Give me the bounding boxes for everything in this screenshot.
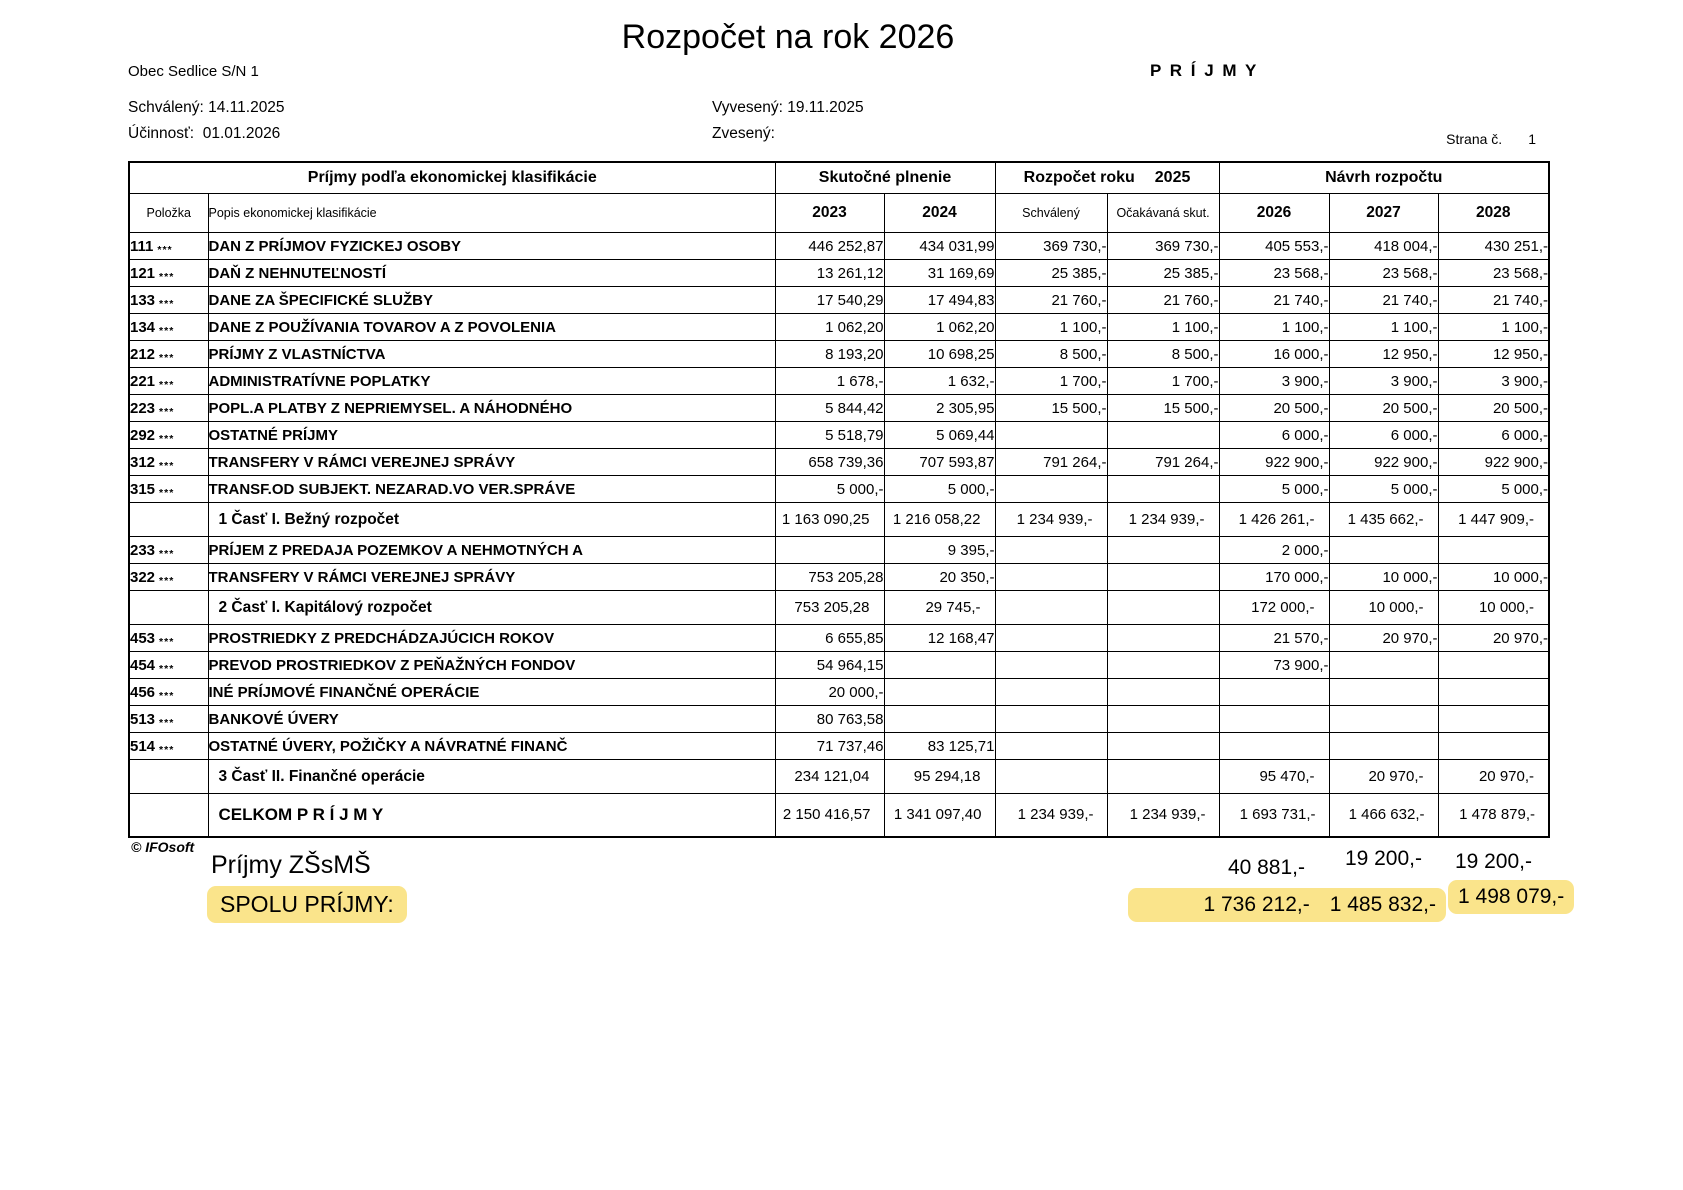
row-description: PREVOD PROSTRIEDKOV Z PEŇAŽNÝCH FONDOV [208,652,775,679]
cell-value [775,537,884,564]
cell-value: 1 693 731,- [1219,794,1329,837]
cell-value: 1 466 632,- [1329,794,1438,837]
col-header-description: Popis ekonomickej klasifikácie [208,194,775,233]
table-row [129,733,1549,760]
row-code-stars: *** [159,547,175,560]
cell-value [884,652,995,679]
row-code-number: 233 [130,541,156,559]
cell-value: 73 900,- [1219,652,1329,679]
row-code-number: 134 [130,318,156,336]
cell-value: 446 252,87 [775,233,884,260]
cell-value: 6 000,- [1329,422,1438,449]
approved-date: Schválený: 14.11.2025 [128,99,285,116]
cell-value [884,706,995,733]
cell-value: 21 760,- [1107,287,1219,314]
cell-value [995,422,1107,449]
col-header-item: Položka [129,194,208,233]
table-row [129,233,1549,260]
cell-value: 1 100,- [1107,314,1219,341]
cell-value [1107,564,1219,591]
cell-value: 6 655,85 [775,625,884,652]
cell-value: 21 570,- [1219,625,1329,652]
cell-value: 20 350,- [884,564,995,591]
cell-value: 29 745,- [884,591,995,625]
cell-value [1219,679,1329,706]
cell-value [1329,706,1438,733]
cell-value [995,537,1107,564]
cell-value [1438,652,1549,679]
cell-value [1107,760,1219,794]
row-code-stars: *** [159,270,175,283]
cell-value: 21 740,- [1219,287,1329,314]
cell-value: 31 169,69 [884,260,995,287]
row-description: 3 Časť II. Finančné operácie [208,760,775,794]
cell-value: 1 100,- [995,314,1107,341]
row-description: BANKOVÉ ÚVERY [208,706,775,733]
row-code-number: 312 [130,453,156,471]
cell-value: 10 698,25 [884,341,995,368]
row-code-stars: *** [159,743,175,756]
row-code-stars: *** [159,432,175,445]
cell-value: 20 500,- [1219,395,1329,422]
table-row [129,564,1549,591]
total-income-value-2027: 1 485 832,- [1329,893,1436,916]
cell-value: 405 553,- [1219,233,1329,260]
row-code-stars: *** [157,243,173,256]
row-code-number: 223 [130,399,156,417]
cell-value: 95 294,18 [884,760,995,794]
cell-value [995,476,1107,503]
cell-value [995,679,1107,706]
cell-value: 1 234 939,- [995,503,1107,537]
cell-value: 1 234 939,- [995,794,1107,837]
col-header-expected: Očakávaná skut. [1107,194,1219,233]
cell-value: 8 193,20 [775,341,884,368]
page-number-label: Strana č. [1446,131,1503,147]
cell-value [1107,679,1219,706]
cell-value: 1 163 090,25 [775,503,884,537]
cell-value [995,625,1107,652]
cell-value: 3 900,- [1438,368,1549,395]
row-code-number: 121 [130,264,156,282]
row-code-number: 453 [130,629,156,647]
row-code-number: 514 [130,737,156,755]
copyright-label: © IFOsoft [131,839,195,855]
row-code-number: 212 [130,345,156,363]
cell-value: 5 844,42 [775,395,884,422]
cell-value [1107,591,1219,625]
row-code-number: 456 [130,683,156,701]
row-code [129,794,208,837]
table-row [129,341,1549,368]
row-description: DAN Z PRÍJMOV FYZICKEJ OSOBY [208,233,775,260]
cell-value [1438,537,1549,564]
cell-value: 5 518,79 [775,422,884,449]
cell-value: 23 568,- [1219,260,1329,287]
col-header-2028: 2028 [1438,194,1549,233]
cell-value: 10 000,- [1438,591,1549,625]
cell-value: 15 500,- [995,395,1107,422]
cell-value: 418 004,- [1329,233,1438,260]
cell-value: 3 900,- [1329,368,1438,395]
table-row [129,652,1549,679]
row-code [129,368,208,395]
cell-value [1438,679,1549,706]
cell-value [995,733,1107,760]
row-code-stars: *** [159,574,175,587]
cell-value [995,591,1107,625]
col-header-approved: Schválený [995,194,1107,233]
cell-value: 1 100,- [1329,314,1438,341]
cell-value: 20 500,- [1329,395,1438,422]
cell-value: 83 125,71 [884,733,995,760]
cell-value: 922 900,- [1438,449,1549,476]
row-description: TRANSF.OD SUBJEKT. NEZARAD.VO VER.SPRÁVE [208,476,775,503]
table-row [129,537,1549,564]
cell-value: 6 000,- [1438,422,1549,449]
row-description: POPL.A PLATBY Z NEPRIEMYSEL. A NÁHODNÉHO [208,395,775,422]
cell-value: 1 216 058,22 [884,503,995,537]
cell-value: 1 700,- [995,368,1107,395]
row-description: TRANSFERY V RÁMCI VEREJNEJ SPRÁVY [208,564,775,591]
row-code-number: 221 [130,372,156,390]
col-header-2024: 2024 [884,194,995,233]
cell-value: 20 970,- [1329,625,1438,652]
cell-value [995,652,1107,679]
cell-value: 54 964,15 [775,652,884,679]
row-code-stars: *** [159,378,175,391]
cell-value: 791 264,- [995,449,1107,476]
cell-value: 170 000,- [1219,564,1329,591]
cell-value [1107,652,1219,679]
table-row [129,368,1549,395]
cell-value: 21 760,- [995,287,1107,314]
row-code [129,537,208,564]
organization-name: Obec Sedlice S/N 1 [128,63,259,80]
row-description: 1 Časť I. Bežný rozpočet [208,503,775,537]
cell-value: 17 494,83 [884,287,995,314]
row-description: DANE ZA ŠPECIFICKÉ SLUŽBY [208,287,775,314]
row-code-number: 111 [130,237,154,255]
row-code [129,233,208,260]
cell-value: 1 478 879,- [1438,794,1549,837]
total-income-label: SPOLU PRÍJMY: [207,886,407,923]
group-header-actual: Skutočné plnenie [775,162,995,194]
cell-value: 1 062,20 [884,314,995,341]
cell-value: 234 121,04 [775,760,884,794]
cell-value: 922 900,- [1329,449,1438,476]
cell-value: 369 730,- [995,233,1107,260]
row-code-number: 322 [130,568,156,586]
row-code-number: 315 [130,480,156,498]
cell-value [1438,706,1549,733]
cell-value: 23 568,- [1329,260,1438,287]
cell-value: 21 740,- [1438,287,1549,314]
table-row [129,503,1549,537]
effective-date: Účinnosť: 01.01.2026 [128,125,281,142]
cell-value: 2 305,95 [884,395,995,422]
cell-value: 5 000,- [1438,476,1549,503]
cell-value: 5 000,- [775,476,884,503]
cell-value: 20 000,- [775,679,884,706]
row-code [129,449,208,476]
row-code-number: 454 [130,656,156,674]
cell-value: 791 264,- [1107,449,1219,476]
budget-table [128,161,1550,838]
row-description: CELKOM P R Í J M Y [208,794,775,837]
table-row [129,591,1549,625]
cell-value [1107,476,1219,503]
budget-table-body [129,162,1549,837]
posted-date: Vyvesený: 19.11.2025 [712,99,864,116]
row-description: PRÍJMY Z VLASTNÍCTVA [208,341,775,368]
cell-value: 5 000,- [1219,476,1329,503]
cell-value: 1 700,- [1107,368,1219,395]
row-code-number: 292 [130,426,156,444]
col-header-2026: 2026 [1219,194,1329,233]
row-code [129,422,208,449]
cell-value: 434 031,99 [884,233,995,260]
row-description: PRÍJEM Z PREDAJA POZEMKOV A NEHMOTNÝCH A [208,537,775,564]
cell-value: 20 970,- [1438,625,1549,652]
row-code-stars: *** [159,297,175,310]
cell-value: 21 740,- [1329,287,1438,314]
cell-value [1107,733,1219,760]
cell-value: 172 000,- [1219,591,1329,625]
row-description: DANE Z POUŽÍVANIA TOVAROV A Z POVOLENIA [208,314,775,341]
cell-value: 1 447 909,- [1438,503,1549,537]
cell-value: 10 000,- [1329,564,1438,591]
cell-value: 25 385,- [1107,260,1219,287]
cell-value: 922 900,- [1219,449,1329,476]
page-title: Rozpočet na rok 2026 [621,18,955,56]
table-row [129,422,1549,449]
budget-year-label: Rozpočet roku [1023,169,1135,186]
cell-value: 8 500,- [995,341,1107,368]
cell-value [1107,625,1219,652]
cell-value: 1 100,- [1438,314,1549,341]
row-description: OSTATNÉ PRÍJMY [208,422,775,449]
cell-value: 8 500,- [1107,341,1219,368]
group-header-proposal: Návrh rozpočtu [1219,162,1549,194]
cell-value [884,679,995,706]
cell-value: 1 678,- [775,368,884,395]
cell-value [995,564,1107,591]
cell-value [1107,537,1219,564]
cell-value: 2 150 416,57 [775,794,884,837]
cell-value: 80 763,58 [775,706,884,733]
row-code [129,395,208,422]
row-code [129,476,208,503]
cell-value [1329,733,1438,760]
table-group-header-row [129,162,1549,194]
cell-value: 1 234 939,- [1107,794,1219,837]
cell-value: 1 341 097,40 [884,794,995,837]
row-code-stars: *** [159,635,175,648]
cell-value: 20 970,- [1438,760,1549,794]
row-code [129,652,208,679]
table-row [129,625,1549,652]
table-row [129,287,1549,314]
cell-value: 5 000,- [884,476,995,503]
row-code-stars: *** [159,662,175,675]
total-income-value-2028: 1 498 079,- [1458,885,1565,908]
table-row [129,679,1549,706]
budget-year-value: 2025 [1154,169,1191,186]
cell-value: 753 205,28 [775,564,884,591]
school-income-value-2028: 19 200,- [1454,850,1532,873]
cell-value [995,760,1107,794]
page-number-value: 1 [1528,131,1536,147]
cell-value: 12 950,- [1438,341,1549,368]
group-header-classification: Príjmy podľa ekonomickej klasifikácie [129,162,775,194]
table-sub-header-row [129,194,1549,233]
row-description: INÉ PRÍJMOVÉ FINANČNÉ OPERÁCIE [208,679,775,706]
cell-value: 707 593,87 [884,449,995,476]
table-row [129,706,1549,733]
row-code [129,503,208,537]
row-code [129,706,208,733]
cell-value: 20 500,- [1438,395,1549,422]
school-income-label: Príjmy ZŠsMŠ [211,851,371,879]
table-row [129,260,1549,287]
cell-value: 1 632,- [884,368,995,395]
cell-value: 10 000,- [1438,564,1549,591]
cell-value: 6 000,- [1219,422,1329,449]
cell-value [1219,733,1329,760]
cell-value: 430 251,- [1438,233,1549,260]
cell-value: 1 435 662,- [1329,503,1438,537]
cell-value [1107,422,1219,449]
row-code [129,591,208,625]
row-code [129,760,208,794]
section-label: P R Í J M Y [1150,61,1259,80]
cell-value: 2 000,- [1219,537,1329,564]
row-code-stars: *** [159,486,175,499]
row-code-number: 513 [130,710,156,728]
cell-value: 12 950,- [1329,341,1438,368]
cell-value: 5 069,44 [884,422,995,449]
row-code [129,733,208,760]
cell-value: 17 540,29 [775,287,884,314]
row-description: DAŇ Z NEHNUTEĽNOSTÍ [208,260,775,287]
row-code-stars: *** [159,324,175,337]
row-code-number: 133 [130,291,156,309]
removed-date: Zvesený: [712,125,775,142]
row-code [129,314,208,341]
school-income-value-2027: 19 200,- [1344,847,1422,870]
cell-value [1329,537,1438,564]
row-code-stars: *** [159,351,175,364]
cell-value: 10 000,- [1329,591,1438,625]
page-number [1340,131,1536,147]
table-row [129,395,1549,422]
table-row [129,449,1549,476]
row-code-stars: *** [159,405,175,418]
row-code [129,625,208,652]
cell-value [995,706,1107,733]
cell-value [1107,706,1219,733]
group-header-budget-year [995,162,1219,194]
row-description: ADMINISTRATÍVNE POPLATKY [208,368,775,395]
row-description: OSTATNÉ ÚVERY, POŽIČKY A NÁVRATNÉ FINANČ [208,733,775,760]
row-code [129,679,208,706]
row-code [129,564,208,591]
cell-value: 658 739,36 [775,449,884,476]
row-code [129,260,208,287]
col-header-2027: 2027 [1329,194,1438,233]
col-header-2023: 2023 [775,194,884,233]
cell-value [1329,679,1438,706]
cell-value: 1 426 261,- [1219,503,1329,537]
row-code-stars: *** [159,459,175,472]
cell-value: 369 730,- [1107,233,1219,260]
cell-value: 12 168,47 [884,625,995,652]
cell-value: 3 900,- [1219,368,1329,395]
table-row [129,794,1549,837]
row-code-stars: *** [159,716,175,729]
table-row [129,476,1549,503]
cell-value [1329,652,1438,679]
table-row [129,760,1549,794]
row-description: TRANSFERY V RÁMCI VEREJNEJ SPRÁVY [208,449,775,476]
cell-value: 23 568,- [1438,260,1549,287]
cell-value: 95 470,- [1219,760,1329,794]
cell-value [1438,733,1549,760]
cell-value: 25 385,- [995,260,1107,287]
cell-value: 20 970,- [1329,760,1438,794]
cell-value [1219,706,1329,733]
cell-value: 71 737,46 [775,733,884,760]
table-row [129,314,1549,341]
cell-value: 9 395,- [884,537,995,564]
row-code [129,287,208,314]
cell-value: 1 100,- [1219,314,1329,341]
row-description: 2 Časť I. Kapitálový rozpočet [208,591,775,625]
cell-value: 13 261,12 [775,260,884,287]
total-income-value-2026: 1 736 212,- [1203,893,1310,916]
row-description: PROSTRIEDKY Z PREDCHÁDZAJÚCICH ROKOV [208,625,775,652]
total-income-highlight-2028 [1448,880,1574,914]
cell-value: 1 234 939,- [1107,503,1219,537]
cell-value: 15 500,- [1107,395,1219,422]
school-income-value-2026: 40 881,- [1227,856,1305,879]
cell-value: 753 205,28 [775,591,884,625]
row-code [129,341,208,368]
total-income-highlight [1128,888,1446,922]
cell-value: 5 000,- [1329,476,1438,503]
row-code-stars: *** [159,689,175,702]
cell-value: 16 000,- [1219,341,1329,368]
cell-value: 1 062,20 [775,314,884,341]
